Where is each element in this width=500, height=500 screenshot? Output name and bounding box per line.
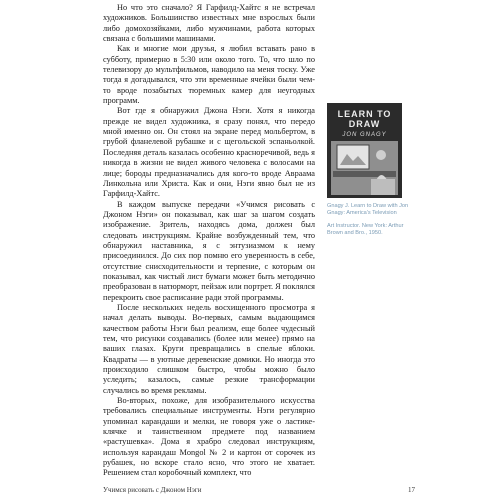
sidebar-figure bbox=[327, 103, 415, 243]
cover-illustration bbox=[331, 141, 398, 195]
page-number: 17 bbox=[408, 486, 415, 494]
book-cover-image bbox=[327, 103, 402, 198]
cover-title-line2: DRAW bbox=[348, 119, 381, 129]
cover-title bbox=[327, 109, 402, 129]
running-title: Учимся рисовать с Джоном Нэги bbox=[103, 486, 202, 494]
paragraph-3: Вот где я обнаружил Джона Нэги. Хотя я никогда прежде не видел художника, я сразу понял, что передо мной именно он. Он стоял на экране перед мольбертом, в грубой фланелевой рубашке и с щегольской эспаньолкой. Последняя деталь казалась особенно красноречивой, ведь я никогда в жизни не видел живого человека с волосами на лице; бороды предназначались для кого-то вроде Авраама Линкольна или Христа. Как и они, Нэги явно был не из Гарфилд-Хайтс. bbox=[103, 106, 315, 199]
paragraph-5: После нескольких недель восхищенного просмотра я начал делать выводы. Во-первых, самым выдающимся качеством работы Нэги был реализм, еще более чудесный тем, что рисунки создавались (более или менее) прямо на ваших глазах. Круги превращались в спелые яблоки. Квадраты — в уютные деревенские домики. Но иногда это происходило слишком быстро, чтобы можно было уследить; казалось, самые резкие трансформации случались во время рекламы. bbox=[103, 302, 315, 395]
paragraph-2: Как и многие мои друзья, я любил вставать рано в субботу, примерно в 5:30 или около того. То, что шло по телевизору до мультфильмов, наводило на меня тоску. Уже тогда я догадывался, что эти временные ячейки были чем-то вроде позабытых тюремных камер для неугодных программ. bbox=[103, 44, 315, 106]
body-text bbox=[103, 3, 315, 479]
caption-secondary: Art Instructor. New York: Arthur Brown and Bro., 1950. bbox=[327, 222, 404, 237]
paragraph-6: Во-вторых, похоже, для изобразительного искусства требовались специальные инструменты. Нэги регулярно упоминал карандаши и мелки, не говоря уже о ластике-клячке и таинственном предмете под названием «растушевка». Дома я храбро следовал инструкциям, используя карандаш Mongol № 2 и картон от сорочек из рубашек, но вскоре стало ясно, что этого не хватает. Решением стал коробочный комплект, что bbox=[103, 396, 315, 478]
figure-caption bbox=[327, 203, 415, 238]
caption-main: Gnagy J. Learn to Draw with Jon Gnagy: America's Television bbox=[327, 203, 409, 217]
cover-title-line1: LEARN TO bbox=[337, 109, 392, 119]
paragraph-4: В каждом выпуске передачи «Учимся рисовать с Джоном Нэги» он показывал, как шаг за шагом создать изображение. Зритель, находясь дома, должен был следовать инструкциям. Крайне возбужденный тем, что обнаружил наставника, я с энтузиазмом к нему присоединился. До сих пор помню его уверенность в себе, отсутствие снисходительности и терпение, с которым он показывал, как чистый лист бумаги может быть методично преобразован в натюрморт, пейзаж или портрет. Я поклялся перекроить свое расписание ради этой программы. bbox=[103, 199, 315, 302]
cover-author: JON GNAGY bbox=[342, 132, 387, 138]
paragraph-1: Но что это сначало? Я Гарфилд-Хайтс я не встречал художников. Большинство известных мне взрослых были либо домохозяйками, либо мужчинами, работа которых связана с большими машинами. bbox=[103, 3, 315, 44]
